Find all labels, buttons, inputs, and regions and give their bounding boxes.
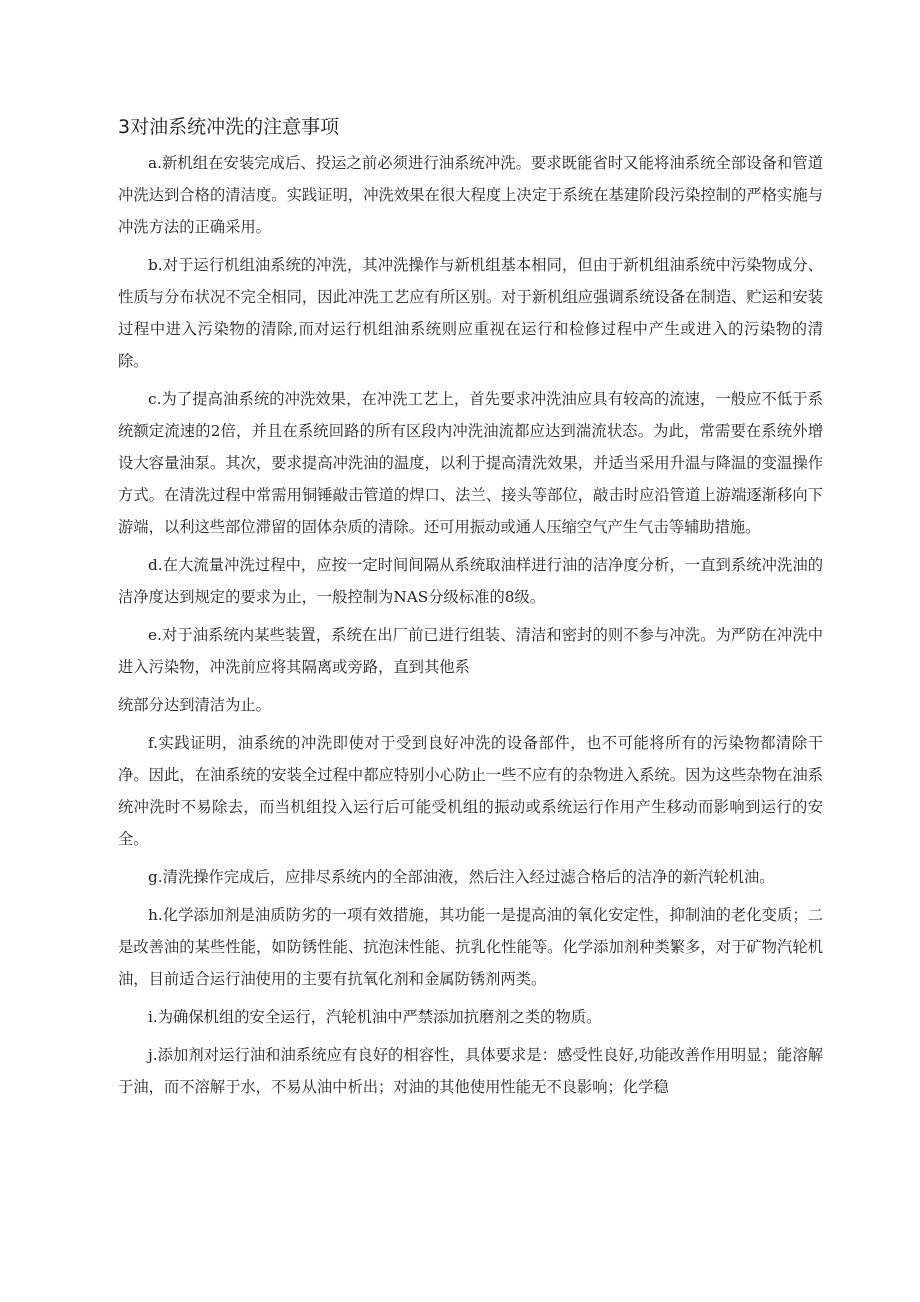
paragraph-h: h.化学添加剂是油质防劣的一项有效措施，其功能一是提高油的氧化安定性，抑制油的老化变质；二是改善油的某些性能，如防锈性能、抗泡沫性能、抗乳化性能等。化学添加剂种类繁多，对于矿物汽轮机油，目前适合运行油使用的主要有抗氧化剂和金属防锈剂两类。 — [118, 906, 823, 988]
paragraph-i: i.为确保机组的安全运行，汽轮机油中严禁添加抗磨剂之类的物质。 — [148, 1008, 602, 1026]
paragraph-c: c.为了提高油系统的冲洗效果，在冲洗工艺上，首先要求冲洗油应具有较高的流速，一般应不低于系统额定流速的2倍，并且在系统回路的所有区段内冲洗油流都应达到湍流状态。为此，常需要在系统外增设大容量油泵。其次，要求提高冲洗油的温度，以利于提高清洗效果，并适当采用升温与降温的变温操作方式。在清洗过程中常需用铜锤敲击管道的焊口、法兰、接头等部位，敲击时应沿管道上游端逐渐移向下游端，以利这些部位滞留的固体杂质的清除。还可用振动或通人压缩空气产生气击等辅助措施。 — [118, 390, 823, 536]
paragraph-a: a.新机组在安装完成后、投运之前必须进行油系统冲洗。要求既能省时又能将油系统全部设备和管道冲洗达到合格的清洁度。实践证明，冲洗效果在很大程度上决定于系统在基建阶段污染控制的严格实施与冲洗方法的正确采用。 — [118, 154, 823, 236]
paragraph-b: b.对于运行机组油系统的冲洗，其冲洗操作与新机组基本相同，但由于新机组油系统中污染物成分、性质与分布状况不完全相同，因此冲洗工艺应有所区别。对于新机组应强调系统设备在制造、贮运和安装过程中进入污染物的清除,而对运行机组油系统则应重视在运行和检修过程中产生或进入的污染物的清除。 — [118, 256, 823, 370]
paragraph-d: d.在大流量冲洗过程中，应按一定时间间隔从系统取油样进行油的洁净度分析，一直到系统冲洗油的洁净度达到规定的要求为止，一般控制为NAS分级标准的8级。 — [118, 556, 823, 606]
paragraph-j: j.添加剂对运行油和油系统应有良好的相容性，具体要求是：感受性良好,功能改善作用明显；能溶解于油，而不溶解于水，不易从油中析出；对油的其他使用性能无不良影响；化学稳 — [118, 1046, 823, 1096]
paragraph-e-continued: 统部分达到清洁为止。 — [118, 696, 271, 714]
section-heading: 3对油系统冲洗的注意事项 — [118, 116, 340, 138]
paragraph-f: f.实践证明，油系统的冲洗即使对于受到良好冲洗的设备部件，也不可能将所有的污染物都清除干净。因此，在油系统的安装全过程中都应特别小心防止一些不应有的杂物进入系统。因为这些杂物在油系统冲洗时不易除去，而当机组投入运行后可能受机组的振动或系统运行作用产生移动而影响到运行的安全。 — [118, 734, 823, 848]
body-text — [118, 147, 823, 1109]
paragraph-e: e.对于油系统内某些装置，系统在出厂前已进行组装、清洁和密封的则不参与冲洗。为严防在冲洗中进入污染物，冲洗前应将其隔离或旁路，直到其他系 — [118, 626, 823, 676]
paragraph-g: g.清洗操作完成后，应排尽系统内的全部油液，然后注入经过滤合格后的洁净的新汽轮机油。 — [148, 868, 775, 886]
